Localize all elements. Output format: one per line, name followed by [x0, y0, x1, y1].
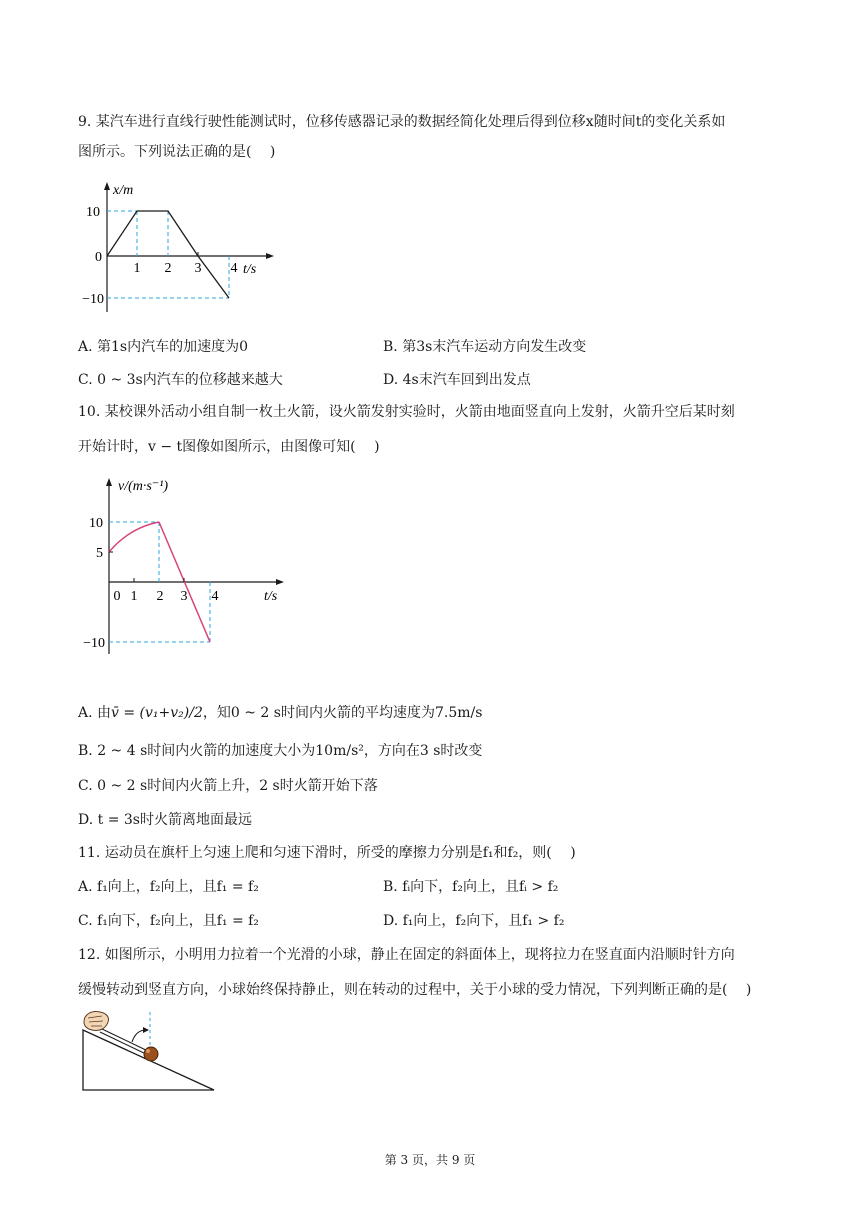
page-footer: 第 3 页，共 9 页 — [384, 1153, 476, 1167]
q10-y-tick-neg10: −10 — [83, 636, 105, 651]
q10-stem-line1: 10. 某校课外活动小组自制一枚土火箭，设火箭发射实验时，火箭由地面竖直向上发射，火箭升空后某时刻 — [78, 404, 735, 420]
q10-x-axis-label: t/s — [264, 589, 278, 604]
q9-y-axis-label: x/m — [113, 183, 134, 198]
q10-stem-line2: 开始计时，v − t图像如图所示，由图像可知( ) — [78, 439, 380, 455]
q10-y-tick-5: 5 — [96, 546, 103, 561]
q11-option-a[interactable]: A. f₁向上，f₂向上，且f₁ = f₂ — [78, 879, 259, 895]
q10-option-a-prefix: A. 由 — [78, 705, 112, 721]
q10-x-tick-0: 0 — [113, 589, 121, 604]
q10-y-axis-label: v/(m·s⁻¹) — [118, 479, 169, 494]
q12-incline-figure — [78, 1008, 220, 1094]
q11-option-c[interactable]: C. f₁向下，f₂向上，且f₁ = f₂ — [78, 913, 259, 929]
q9-x-axis-label: t/s — [243, 262, 257, 277]
q11-stem: 11. 运动员在旗杆上匀速上爬和匀速下滑时，所受的摩擦力分别是f₁和f₂，则( ) — [78, 845, 576, 861]
q10-x-tick-4: 4 — [211, 589, 219, 604]
hand-icon — [84, 1011, 109, 1030]
q10-vt-graph — [74, 476, 290, 660]
q9-option-d[interactable]: D. 4s末汽车回到出发点 — [383, 372, 531, 388]
ball — [144, 1047, 158, 1061]
q9-x-tick-2: 2 — [164, 261, 172, 276]
q9-x-tick-4: 4 — [230, 261, 238, 276]
q11-option-b[interactable]: B. fᵢ向下，f₂向上，且fᵢ > f₂ — [383, 879, 559, 895]
q9-stem-line1: 9. 某汽车进行直线行驶性能测试时，位移传感器记录的数据经简化处理后得到位移x随时间t的变化关系如 — [78, 114, 726, 130]
q9-stem-line2: 图所示。下列说法正确的是( ) — [78, 144, 276, 160]
q9-x-tick-3: 3 — [194, 261, 202, 276]
q9-option-b[interactable]: B. 第3s末汽车运动方向发生改变 — [383, 339, 587, 355]
q10-x-tick-1: 1 — [130, 589, 138, 604]
q12-stem-line1: 12. 如图所示，小明用力拉着一个光滑的小球，静止在固定的斜面体上，现将拉力在竖直面内沿顺时针方向 — [78, 947, 735, 963]
q9-y-tick-neg10: −10 — [82, 292, 104, 307]
q11-option-d[interactable]: D. f₁向上，f₂向下，且f₁ > f₂ — [383, 913, 565, 929]
q9-option-c[interactable]: C. 0 ~ 3s内汽车的位移越来越大 — [78, 372, 283, 388]
q10-x-tick-2: 2 — [156, 589, 164, 604]
q9-option-a[interactable]: A. 第1s内汽车的加速度为0 — [78, 339, 249, 355]
q10-option-d[interactable]: D. t = 3s时火箭离地面最远 — [78, 812, 252, 828]
q10-option-c[interactable]: C. 0 ~ 2 s时间内火箭上升，2 s时火箭开始下落 — [78, 778, 378, 794]
q12-stem-line2: 缓慢转动到竖直方向，小球始终保持静止，则在转动的过程中，关于小球的受力情况，下列判断正确的是( ) — [78, 982, 752, 998]
q10-option-a-suffix: ，知0 ~ 2 s时间内火箭的平均速度为7.5m/s — [202, 705, 483, 721]
q10-option-a[interactable] — [78, 703, 482, 723]
q10-y-tick-10: 10 — [89, 516, 103, 531]
q10-option-b[interactable]: B. 2 ~ 4 s时间内火箭的加速度大小为10m/s²，方向在3 s时改变 — [78, 743, 483, 759]
q9-y-tick-10: 10 — [86, 205, 100, 220]
q9-xt-graph — [74, 180, 274, 320]
q10-option-a-formula: v̄ = (v₁+v₂)/2 — [111, 705, 203, 721]
q9-x-tick-1: 1 — [133, 261, 141, 276]
q10-x-tick-3: 3 — [180, 589, 188, 604]
q9-y-tick-0: 0 — [95, 250, 102, 265]
